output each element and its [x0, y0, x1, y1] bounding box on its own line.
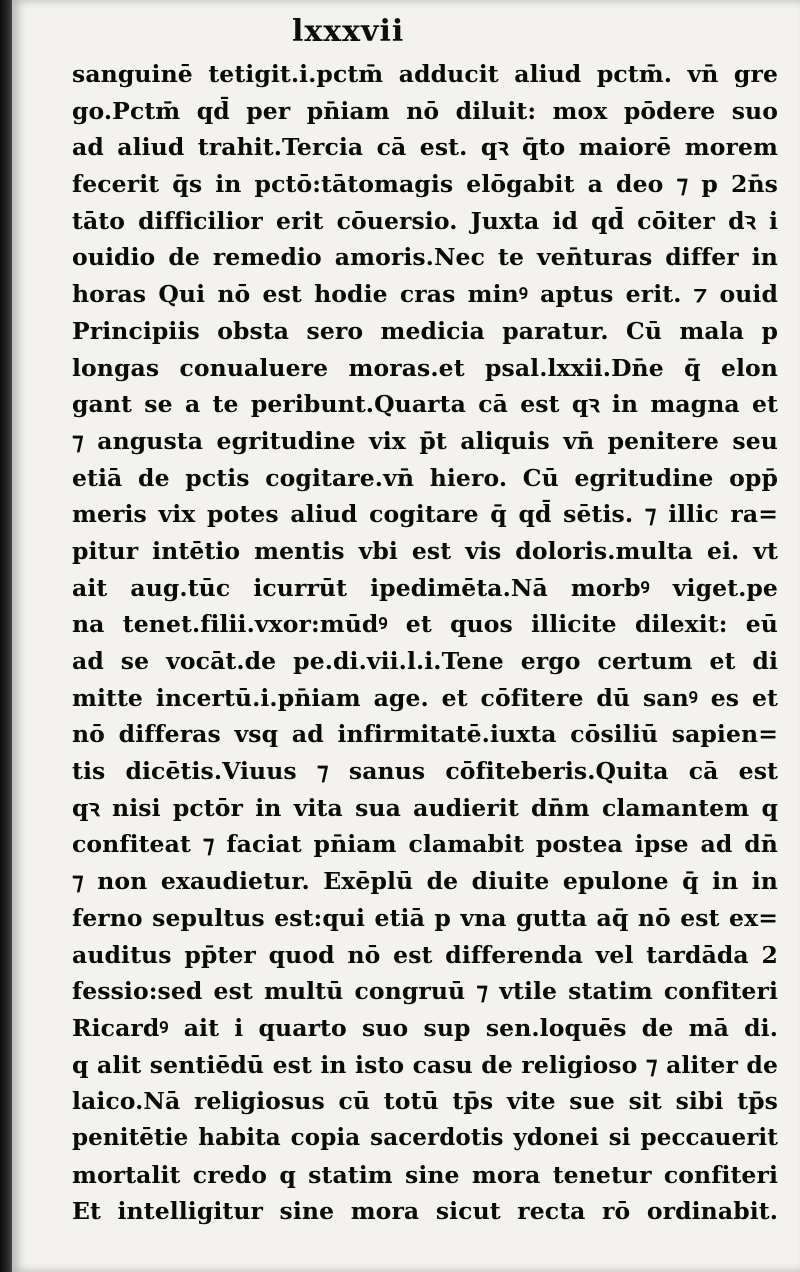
- text-line: sanguinē tetigit.i.pctm̄ adducit aliud pctm̄. vn̄ gre: [72, 60, 778, 88]
- text-line: na tenet.filii.vxor:mūdꝰ et quos illicite dilexit: eū: [72, 610, 778, 639]
- text-line: Et intelligitur sine mora sicut recta rō ordinabit.: [72, 1197, 778, 1226]
- text-line: auditus pp̄ter quod nō est differenda vel tardāda 2: [72, 940, 778, 969]
- text-line: gant se a te peribunt.Quarta cā est qꝛ in magna et: [72, 390, 778, 419]
- text-line: mortalit credo q statim sine mora tenetur confiteri: [72, 1160, 778, 1189]
- text-line: ad se vocāt.de pe.di.vii.l.i.Tene ergo certum et di: [72, 647, 778, 675]
- text-line: fessio:sed est multū congruū ⁊ vtile statim confiteri: [72, 977, 778, 1006]
- text-line: mitte incertū.i.pn̄iam age. et cōfitere dū sanꝰ es et: [72, 683, 778, 712]
- book-page: [12, 0, 800, 1272]
- text-line: confiteat ⁊ faciat pn̄iam clamabit postea ipse ad dn̄: [72, 830, 778, 859]
- text-line: ferno sepultus est:qui etiā p vna gutta aq̄ nō est ex=: [72, 903, 778, 932]
- text-line: tāto difficilior erit cōuersio. Juxta id qd̄ cōiter dꝛ i: [72, 206, 778, 235]
- text-line: ad aliud trahit.Tercia cā est. qꝛ q̄to maiorē morem: [72, 133, 778, 162]
- text-line: ait aug.tūc icurrūt ipedimēta.Nā morbꝰ viget.pe: [72, 573, 778, 602]
- text-line: ouidio de remedio amoris.Nec te ven̄turas differ in: [72, 243, 778, 272]
- text-line: horas Qui nō est hodie cras minꝰ aptus erit. ⁊ ouid: [72, 280, 778, 309]
- text-line: tis dicētis.Viuus ⁊ sanus cōfiteberis.Quita cā est: [72, 757, 778, 786]
- text-line: etiā de pctis cogitare.vn̄ hiero. Cū egritudine opp̄: [72, 463, 778, 492]
- folio-number: lxxxvii: [292, 14, 405, 49]
- text-block: [72, 56, 778, 1230]
- text-line: longas conualuere moras.et psal.lxxii.Dn̄e q̄ elon: [72, 353, 778, 382]
- text-line: q alit sentiēdū est in isto casu de religioso ⁊ aliter de: [72, 1050, 778, 1079]
- text-line: nō differas vsq ad infirmitatē.iuxta cōsiliū sapien=: [72, 720, 778, 749]
- text-line: meris vix potes aliud cogitare q̄ qd̄ sētis. ⁊ illic ra=: [72, 500, 778, 529]
- text-line: go.Pctm̄ qd̄ per pn̄iam nō diluit: mox pōdere suo: [72, 96, 778, 125]
- text-line: pitur intētio mentis vbi est vis doloris.multa ei. vt: [72, 536, 778, 565]
- text-line: ⁊ angusta egritudine vix p̄t aliquis vn̄ penitere seu: [72, 426, 778, 455]
- text-line: Ricardꝰ ait i quarto suo sup sen.loquēs de mā di.: [72, 1013, 778, 1042]
- text-line: qꝛ nisi pctōr in vita sua audierit dn̄m clamantem q: [72, 793, 778, 822]
- text-line: laico.Nā religiosus cū totū tp̄s vite sue sit sibi tp̄s: [72, 1087, 778, 1116]
- text-line: ⁊ non exaudietur. Exēplū de diuite epulone q̄ in in: [72, 867, 778, 896]
- text-line: Principiis obsta sero medicia paratur. Cū mala p: [72, 316, 778, 345]
- text-line: penitētie habita copia sacerdotis ydonei si peccauerit: [72, 1123, 778, 1151]
- text-line: fecerit q̄s in pctō:tātomagis elōgabit a deo ⁊ p 2n̄s: [72, 170, 778, 199]
